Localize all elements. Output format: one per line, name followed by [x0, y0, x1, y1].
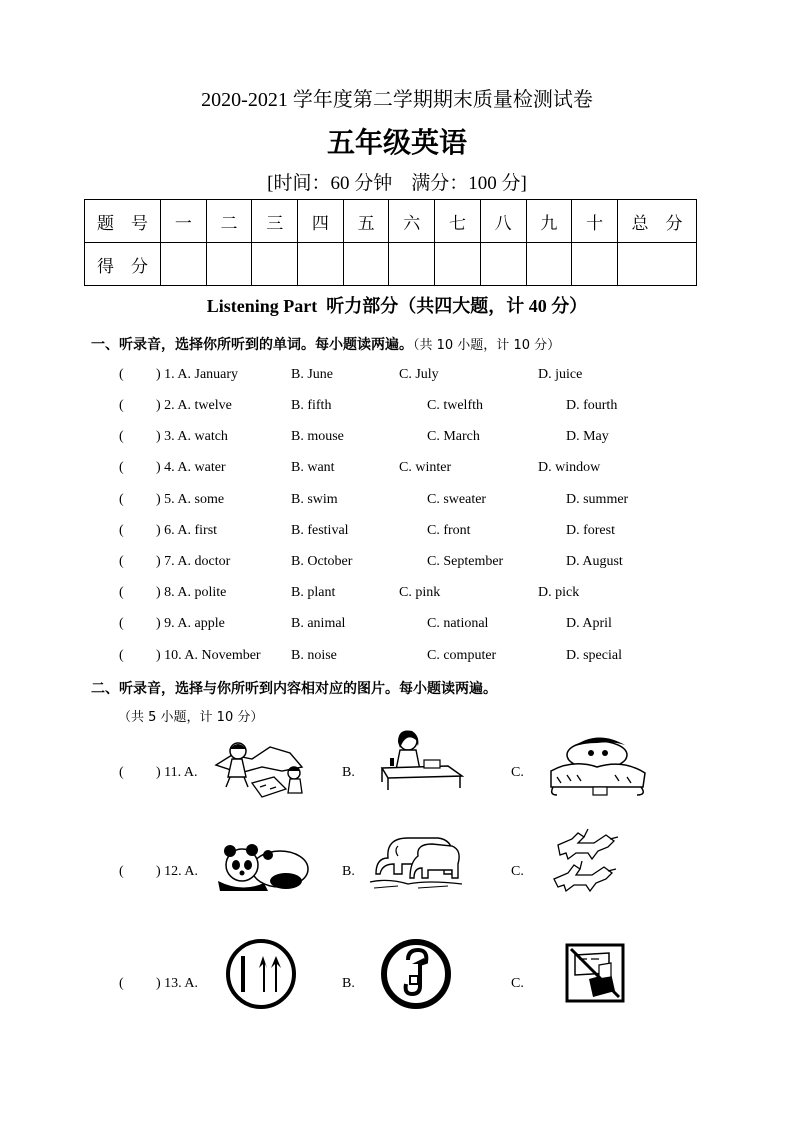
children-playing-picture[interactable]: [212, 737, 308, 803]
option-a: ) 4. A. water: [156, 460, 226, 475]
section1-heading-text: 一、听录音，选择你所听到的单词。每小题读两遍。: [91, 337, 413, 353]
listening-title-en: Listening Part: [206, 296, 318, 316]
option-d: D. August: [566, 554, 623, 569]
listening-part-title: [0, 292, 794, 318]
listening-title-cn: 听力部分（共四大题，计 40 分）: [326, 296, 588, 316]
question-label: ) 13. A.: [156, 976, 198, 991]
score-blank[interactable]: [435, 243, 481, 286]
score-blank[interactable]: [618, 243, 697, 286]
score-blank[interactable]: [480, 243, 526, 286]
question-row: [0, 585, 794, 605]
option-b: B. June: [291, 367, 333, 382]
pandas-picture[interactable]: [214, 841, 312, 893]
girl-at-desk-picture[interactable]: [378, 728, 464, 792]
score-cell: 七: [435, 200, 481, 243]
score-table-header-row: [85, 200, 697, 243]
score-blank[interactable]: [526, 243, 572, 286]
question-row: [0, 460, 794, 480]
answer-paren[interactable]: (: [119, 523, 124, 538]
option-d: D. pick: [538, 585, 580, 600]
score-blank[interactable]: [572, 243, 618, 286]
score-cell: 二: [206, 200, 252, 243]
question-row: [0, 616, 794, 636]
option-b-label: B.: [342, 976, 355, 991]
option-b: B. noise: [291, 648, 337, 663]
score-cell: 总 分: [618, 200, 697, 243]
exam-info: [时间：60 分钟 满分：100 分]: [267, 173, 527, 194]
answer-paren[interactable]: (: [119, 367, 124, 382]
question-label: ) 12. A.: [156, 864, 198, 879]
option-c: C. September: [427, 554, 504, 569]
option-c: C. winter: [399, 460, 452, 475]
no-touching-sign[interactable]: [380, 938, 452, 1010]
score-cell: 六: [389, 200, 435, 243]
option-c: C. twelfth: [427, 398, 483, 413]
option-a: ) 3. A. watch: [156, 429, 228, 444]
option-a: ) 7. A. doctor: [156, 554, 231, 569]
option-c-label: C.: [511, 864, 524, 879]
answer-paren[interactable]: (: [119, 492, 124, 507]
question-row: [0, 367, 794, 387]
option-a: ) 8. A. polite: [156, 585, 227, 600]
option-c: C. sweater: [427, 492, 487, 507]
score-cell: 十: [572, 200, 618, 243]
horses-picture[interactable]: [548, 825, 624, 897]
score-cell: 九: [526, 200, 572, 243]
answer-paren[interactable]: (: [119, 976, 124, 991]
answer-paren[interactable]: (: [119, 398, 124, 413]
question-row: [0, 648, 794, 668]
option-d: D. May: [566, 429, 609, 444]
score-cell: 一: [161, 200, 207, 243]
score-blank[interactable]: [206, 243, 252, 286]
score-row-label: 得 分: [85, 243, 161, 286]
question-row: [0, 523, 794, 543]
option-d: D. forest: [566, 523, 615, 538]
section1-heading: [91, 334, 560, 354]
option-b: B. fifth: [291, 398, 332, 413]
score-blank[interactable]: [389, 243, 435, 286]
section1-note: （共 10 小题，计 10 分）: [413, 338, 561, 353]
option-d: D. window: [538, 460, 601, 475]
option-b: B. swim: [291, 492, 338, 507]
option-c: C. computer: [427, 648, 497, 663]
score-cell: 四: [298, 200, 344, 243]
option-a: ) 9. A. apple: [156, 616, 225, 631]
option-c-label: C.: [511, 976, 524, 991]
option-b: B. mouse: [291, 429, 344, 444]
question-row: [0, 554, 794, 574]
subject-title: 五年级英语: [326, 126, 467, 159]
answer-paren[interactable]: (: [119, 585, 124, 600]
exam-title: 2020-2021 学年度第二学期期末质量检测试卷: [201, 89, 593, 111]
answer-paren[interactable]: (: [119, 429, 124, 444]
answer-paren[interactable]: (: [119, 864, 124, 879]
score-cell: 八: [480, 200, 526, 243]
answer-paren[interactable]: (: [119, 648, 124, 663]
option-c: C. March: [427, 429, 480, 444]
option-b-label: B.: [342, 765, 355, 780]
option-d: D. special: [566, 648, 622, 663]
question-row: [0, 492, 794, 512]
score-cell: 题 号: [85, 200, 161, 243]
score-blank[interactable]: [298, 243, 344, 286]
score-table: [84, 199, 697, 286]
option-d: D. fourth: [566, 398, 618, 413]
score-blank[interactable]: [252, 243, 298, 286]
option-a: ) 6. A. first: [156, 523, 218, 538]
option-c: C. July: [399, 367, 439, 382]
person-reading-picture[interactable]: [543, 731, 651, 799]
score-cell: 三: [252, 200, 298, 243]
one-way-traffic-sign[interactable]: [225, 938, 297, 1010]
answer-paren[interactable]: (: [119, 616, 124, 631]
score-cell: 五: [343, 200, 389, 243]
score-table-score-row: [85, 243, 697, 286]
option-a: ) 1. A. January: [156, 367, 239, 382]
option-c: C. national: [427, 616, 489, 631]
question-label: ) 11. A.: [156, 765, 198, 780]
option-a: ) 10. A. November: [156, 648, 261, 663]
section2-heading: 二、听录音，选择与你所听到内容相对应的图片。每小题读两遍。: [91, 681, 497, 697]
option-c: C. pink: [399, 585, 441, 600]
option-b: B. animal: [291, 616, 346, 631]
option-b-label: B.: [342, 864, 355, 879]
answer-paren[interactable]: (: [119, 554, 124, 569]
question-row: [0, 398, 794, 418]
option-b: B. October: [291, 554, 353, 569]
no-posting-sign[interactable]: [565, 943, 625, 1003]
answer-paren[interactable]: (: [119, 460, 124, 475]
question-row: [0, 429, 794, 449]
option-c-label: C.: [511, 765, 524, 780]
option-d: D. summer: [566, 492, 629, 507]
score-blank[interactable]: [161, 243, 207, 286]
section2-note: （共 5 小题，计 10 分）: [118, 710, 264, 725]
elephants-picture[interactable]: [368, 828, 464, 890]
score-blank[interactable]: [343, 243, 389, 286]
option-c: C. front: [427, 523, 471, 538]
option-b: B. festival: [291, 523, 349, 538]
option-d: D. juice: [538, 367, 583, 382]
option-a: ) 5. A. some: [156, 492, 225, 507]
answer-paren[interactable]: (: [119, 765, 124, 780]
option-a: ) 2. A. twelve: [156, 398, 232, 413]
option-b: B. want: [291, 460, 335, 475]
option-d: D. April: [566, 616, 612, 631]
option-b: B. plant: [291, 585, 336, 600]
